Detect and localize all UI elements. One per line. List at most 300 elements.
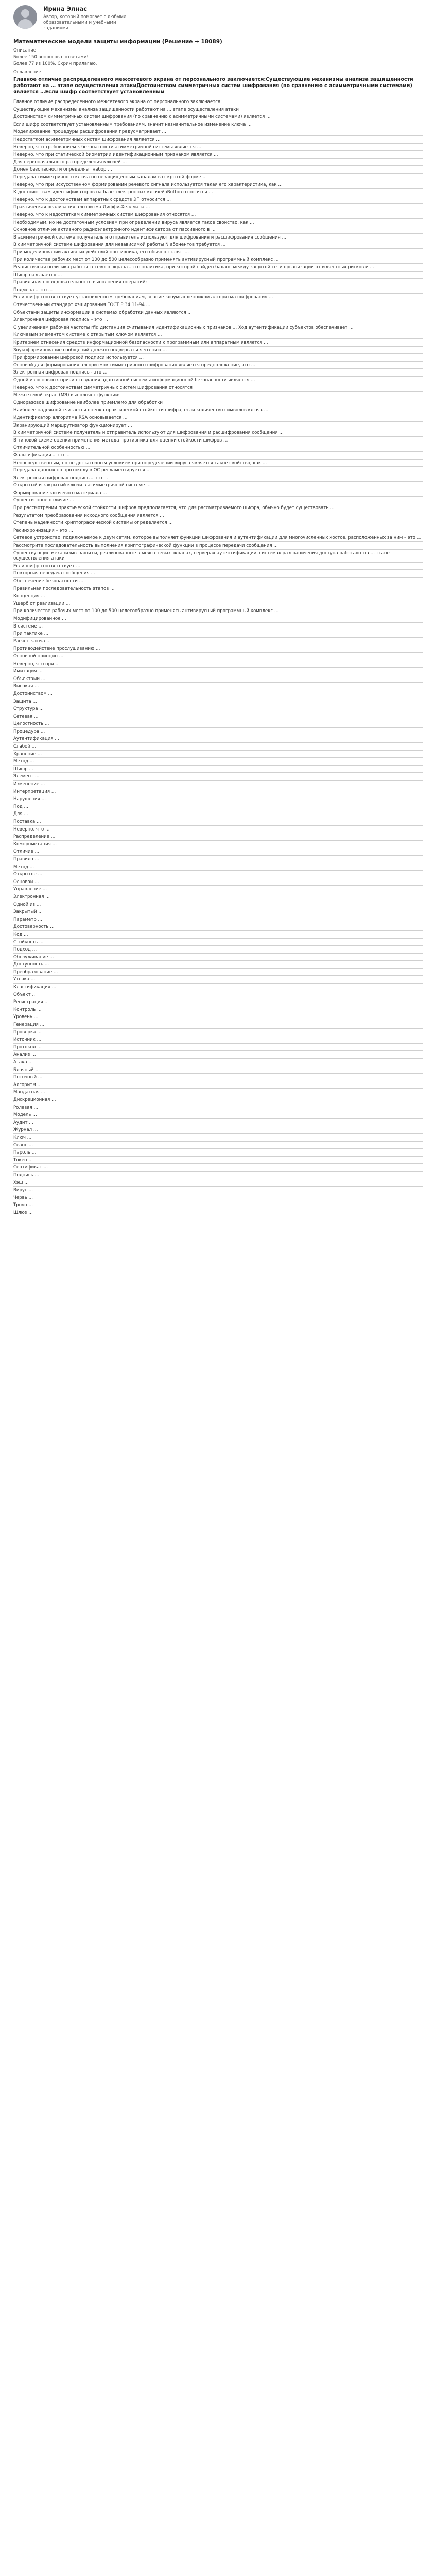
question-item[interactable] — [13, 578, 423, 585]
question-item[interactable] — [13, 773, 423, 781]
question-text: Открытый и закрытый ключи в асимметричной системе … — [13, 483, 151, 488]
question-text: Модифицированное … — [13, 616, 66, 621]
question-item[interactable] — [13, 429, 423, 437]
question-text: Шифр … — [13, 766, 33, 772]
question-item[interactable] — [13, 550, 423, 563]
question-text: Ролевая … — [13, 1105, 39, 1110]
question-item[interactable] — [13, 286, 423, 294]
question-text: При рассмотрении практической стойкости шифров предполагается, что для рассматриваемого шифра, обычно будет существовать … — [13, 505, 335, 511]
question-item[interactable] — [13, 452, 423, 460]
question-item[interactable] — [13, 497, 423, 504]
question-item[interactable] — [13, 570, 423, 578]
question-text: К достоинствам идентификаторов на базе электронных ключей iButton относится … — [13, 190, 213, 195]
question-item[interactable] — [13, 196, 423, 204]
question-item[interactable] — [13, 527, 423, 535]
question-text: Неверно, что к достоинствам аппаратных средств ЭП относится … — [13, 197, 171, 202]
question-item[interactable] — [13, 316, 423, 324]
question-item[interactable] — [13, 219, 423, 227]
question-text: Атака … — [13, 1060, 33, 1065]
question-text: Домен безопасности определяет набор … — [13, 167, 112, 173]
question-text: Уровень … — [13, 1014, 39, 1020]
question-item[interactable] — [13, 1104, 423, 1112]
question-item[interactable] — [13, 489, 423, 497]
question-item[interactable] — [13, 954, 423, 961]
question-text: При формировании цифровой подписи используется … — [13, 355, 144, 361]
question-text: Протокол … — [13, 1044, 42, 1050]
question-text: При количестве рабочих мест от 100 до 500 целесообразно применять антивирусный программный комплекс … — [13, 257, 279, 263]
question-text: Межсетевой экран (МЭ) выполняет функции: — [13, 393, 120, 398]
question-item[interactable] — [13, 600, 423, 608]
question-item[interactable] — [13, 392, 423, 399]
question-item[interactable] — [13, 151, 423, 159]
question-text: Распределение … — [13, 834, 56, 840]
question-item[interactable] — [13, 121, 423, 129]
question-item[interactable] — [13, 758, 423, 766]
question-text: Неверно, что при … — [13, 661, 60, 667]
question-text: Контроль … — [13, 1007, 42, 1012]
question-text: Передача данных по протоколу в ОС регламентируется … — [13, 468, 151, 473]
question-text: Неверно, что к достоинствам симметричных систем шифрования относятся — [13, 385, 193, 391]
question-item[interactable] — [13, 976, 423, 984]
question-item[interactable] — [13, 863, 423, 871]
question-text: Метод … — [13, 864, 34, 870]
question-item[interactable] — [13, 856, 423, 863]
question-text: Метод … — [13, 759, 34, 765]
question-text: Звукоформирование сообщений должно подвергаться чтению … — [13, 347, 167, 353]
question-item[interactable] — [13, 174, 423, 181]
question-text: Мандатная … — [13, 1090, 45, 1095]
question-item[interactable] — [13, 474, 423, 482]
question-item[interactable] — [13, 886, 423, 893]
question-item[interactable] — [13, 939, 423, 946]
question-item[interactable] — [13, 324, 423, 332]
question-item[interactable] — [13, 1201, 423, 1209]
question-text: Противодействие прослушиванию … — [13, 646, 100, 652]
question-text: Классификация … — [13, 985, 57, 990]
question-item[interactable] — [13, 1089, 423, 1096]
question-text: Достоинством симметричных систем шифрования (по сравнению с асимметричными системами) является … — [13, 114, 271, 120]
question-item[interactable] — [13, 384, 423, 392]
question-text: Одноразовое шифрование наиболее приемлемо для обработки — [13, 400, 163, 405]
question-text: Защита … — [13, 699, 38, 704]
meta-line: Более 77 из 100%. Скрин прилагаю. — [13, 61, 97, 66]
question-text: Непосредственным, но не достаточным условием при определении вируса является такое свойство, как … — [13, 460, 267, 466]
question-item[interactable] — [13, 720, 423, 728]
question-text: Недостатком асимметричных систем шифрования является … — [13, 137, 161, 142]
question-item[interactable] — [13, 803, 423, 811]
question-text: Правильная последовательность этапов … — [13, 586, 115, 591]
question-item[interactable] — [13, 482, 423, 489]
question-item[interactable] — [13, 1006, 423, 1014]
question-item[interactable] — [13, 1021, 423, 1029]
question-item[interactable] — [13, 1134, 423, 1142]
question-text: Регистрация … — [13, 999, 49, 1005]
question-text: Дискреционная … — [13, 1097, 56, 1103]
question-item[interactable] — [13, 211, 423, 219]
question-text: Отличительной особенностью … — [13, 445, 91, 451]
question-item[interactable] — [13, 1051, 423, 1059]
question-text: Пароль … — [13, 1150, 37, 1156]
question-text: Степень надежности криптографической системы определяется … — [13, 520, 173, 526]
question-text: Если шифр соответствует … — [13, 563, 81, 569]
question-text: Объектами … — [13, 676, 46, 682]
author-header — [13, 0, 423, 37]
question-text: Электронная цифровая подпись – это … — [13, 475, 108, 481]
question-item[interactable] — [13, 645, 423, 653]
question-text: В асимметричной системе получатель и отправитель используют для шифрования и расшифрования сообщения … — [13, 234, 287, 240]
question-text: При тактике … — [13, 631, 49, 637]
question-item[interactable] — [13, 563, 423, 570]
question-text: Аудит … — [13, 1120, 33, 1125]
question-text: Блочный … — [13, 1067, 40, 1073]
question-text: Концепция … — [13, 594, 45, 599]
question-text: Подмена – это … — [13, 287, 53, 293]
question-text: Шифр называется … — [13, 272, 62, 278]
author-info — [43, 4, 141, 31]
question-item[interactable] — [13, 444, 423, 452]
question-text: Идентификатор алгоритма RSA основывается … — [13, 415, 128, 420]
question-item[interactable] — [13, 204, 423, 211]
question-text: Утечка … — [13, 977, 36, 982]
question-item[interactable] — [13, 1187, 423, 1194]
question-item[interactable] — [13, 406, 423, 414]
question-item[interactable] — [13, 1119, 423, 1127]
question-text: Журнал … — [13, 1127, 38, 1133]
question-item[interactable] — [13, 1096, 423, 1104]
question-item[interactable] — [13, 893, 423, 901]
question-text: Реалистичная политика работы сетевого экрана - это политика, при которой найден баланс между защитой сети организации от известных рисков и … — [13, 265, 374, 270]
question-item[interactable] — [13, 1059, 423, 1066]
question-item[interactable] — [13, 946, 423, 954]
question-text: Анализ … — [13, 1052, 36, 1058]
question-text: В симметричной системе шифрования для независимой работы N абонентов требуется … — [13, 242, 226, 248]
author-avatar[interactable] — [13, 5, 37, 29]
question-item[interactable] — [13, 504, 423, 512]
question-item[interactable] — [13, 826, 423, 834]
question-text: Экранирующий маршрутизатор функционирует … — [13, 422, 132, 428]
question-item[interactable] — [13, 871, 423, 878]
question-item[interactable] — [13, 728, 423, 736]
question-item[interactable] — [13, 668, 423, 675]
question-text: Поставка … — [13, 819, 41, 824]
question-item[interactable] — [13, 467, 423, 474]
question-item[interactable] — [13, 542, 423, 550]
question-text: Слабой … — [13, 744, 37, 750]
question-text: Для … — [13, 811, 28, 817]
question-item[interactable] — [13, 660, 423, 668]
question-item[interactable] — [13, 698, 423, 706]
question-item[interactable] — [13, 136, 423, 144]
question-text: Электронная цифровая подпись - это … — [13, 370, 108, 376]
question-item[interactable] — [13, 301, 423, 309]
question-item[interactable] — [13, 460, 423, 467]
question-text: Процедура … — [13, 728, 45, 734]
question-item[interactable] — [13, 961, 423, 969]
question-text: Если шифр соответствует установленным требованиям, значит незначительное изменение ключа … — [13, 122, 252, 127]
question-text: Объект … — [13, 992, 37, 997]
question-item[interactable] — [13, 923, 423, 931]
question-item[interactable] — [13, 399, 423, 407]
question-text: Неверно, что к недостаткам симметричных систем шифрования относятся … — [13, 212, 196, 217]
question-item[interactable] — [13, 901, 423, 909]
author-name[interactable]: Ирина Элнас — [43, 5, 88, 12]
question-item[interactable] — [13, 354, 423, 362]
question-text: Источник … — [13, 1037, 42, 1043]
question-item[interactable] — [13, 128, 423, 136]
question-text: Преобразование … — [13, 969, 58, 975]
question-text: Основой … — [13, 879, 39, 885]
question-item[interactable] — [13, 1209, 423, 1217]
question-item[interactable] — [13, 144, 423, 151]
question-item[interactable] — [13, 1029, 423, 1037]
question-item[interactable] — [13, 226, 423, 234]
question-item[interactable] — [13, 984, 423, 991]
question-text: Хранение … — [13, 751, 42, 757]
question-item[interactable] — [13, 818, 423, 826]
question-item[interactable] — [13, 705, 423, 713]
question-item[interactable] — [13, 272, 423, 279]
question-item[interactable] — [13, 683, 423, 690]
question-text: Троян … — [13, 1202, 33, 1208]
question-text: В типовой схеме оценки применения метода противника для оценки стойкости шифров … — [13, 437, 228, 443]
question-item[interactable] — [13, 878, 423, 886]
question-text: Интерпретация … — [13, 789, 56, 794]
question-item[interactable] — [13, 1111, 423, 1119]
question-item[interactable] — [13, 414, 423, 422]
question-item[interactable] — [13, 1126, 423, 1134]
question-item[interactable] — [13, 1164, 423, 1172]
question-text: Существующие механизмы защиты, реализованные в межсетевых экранах, серверах аутентификации, системах разграничения доступа работают на … этапе осуществления атаки — [13, 550, 390, 562]
question-text: Существующие механизмы анализа защищенности работают на … этапе осуществления атаки — [13, 107, 239, 112]
question-text: Формирование ключевого материала … — [13, 490, 107, 496]
question-text: Сетевое устройство, подключаемое к двум сетям, которое выполняет функции шифрования и аутентификации для многочисленных хостов, расположенных за ним – это … — [13, 535, 422, 541]
question-text: Передача симметричного ключа по незащищенным каналам в открытой форме … — [13, 174, 207, 180]
question-text: Ключ … — [13, 1134, 32, 1140]
question-item[interactable] — [13, 339, 423, 347]
question-text: Одной из … — [13, 902, 41, 907]
question-text: Целостность … — [13, 721, 49, 727]
question-text: Шлюз … — [13, 1210, 33, 1215]
question-item[interactable] — [13, 1013, 423, 1021]
question-item[interactable] — [13, 653, 423, 660]
question-text: Для первоначального распределения ключей … — [13, 159, 127, 165]
question-text: Существенное отличие … — [13, 498, 74, 503]
question-item[interactable] — [13, 369, 423, 377]
question-item[interactable] — [13, 788, 423, 796]
question-text: Моделирование процедуры расшифрования предусматривает … — [13, 129, 166, 135]
question-text: Токен … — [13, 1157, 33, 1163]
question-item[interactable] — [13, 1044, 423, 1052]
question-item[interactable] — [13, 362, 423, 369]
question-text: При моделировании активных действий противника, его обычно ставят … — [13, 249, 189, 255]
question-text: Электронная цифровая подпись – это … — [13, 317, 108, 323]
question-item[interactable] — [13, 743, 423, 751]
question-item[interactable] — [13, 916, 423, 924]
question-text: Код … — [13, 931, 28, 937]
question-item[interactable] — [13, 1074, 423, 1081]
question-text: Объектами защиты информации в системах обработки данных являются … — [13, 310, 192, 315]
question-text: Необходимым, но не достаточным условием при определении вируса является такое свойство, как … — [13, 219, 254, 225]
question-item[interactable] — [13, 607, 423, 615]
question-text: Неверно, что при статической биометрии идентификационным признаком является … — [13, 152, 218, 158]
question-text: Закрытый … — [13, 909, 43, 915]
question-item[interactable] — [13, 810, 423, 818]
question-item[interactable] — [13, 638, 423, 646]
question-text: Практическая реализация алгоритма Диффи-Хеллмана … — [13, 205, 150, 210]
meta-line: Более 150 вопросов с ответами! — [13, 55, 89, 60]
question-item[interactable] — [13, 347, 423, 354]
question-text: Управление … — [13, 887, 47, 892]
intro-text: Главное отличие распределенного межсетевого экрана от персонального заключается:Существующие механизмы анализа защищенности работают на … этапе осуществления атакиДостоинством симметричных систем шифрования (по сравнению с асимметричными системами) является …Если шифр соответствует установленным — [13, 77, 413, 95]
question-text: Достоверность … — [13, 924, 55, 930]
question-item[interactable] — [13, 833, 423, 841]
document-title: Математические модели защиты информации (Решение → 18089) — [13, 39, 222, 45]
question-text: Высокая … — [13, 684, 39, 689]
question-text: Проверка … — [13, 1029, 42, 1035]
question-text: Нарушения … — [13, 796, 46, 802]
question-item[interactable] — [13, 998, 423, 1006]
question-item[interactable] — [13, 309, 423, 317]
question-item[interactable] — [13, 241, 423, 249]
question-item[interactable] — [13, 713, 423, 721]
question-item[interactable] — [13, 766, 423, 773]
question-text: Главное отличие распределенного межсетевого экрана от персонального заключается: — [13, 99, 222, 105]
question-item[interactable] — [13, 534, 423, 542]
question-item[interactable] — [13, 841, 423, 849]
question-item[interactable] — [13, 630, 423, 638]
question-text: Подпись … — [13, 1172, 39, 1178]
question-item[interactable] — [13, 969, 423, 976]
question-item[interactable] — [13, 908, 423, 916]
question-text: Правило … — [13, 856, 39, 862]
question-item[interactable] — [13, 585, 423, 593]
question-text: Одной из основных причин создания адаптивной системы информационной безопасности является … — [13, 377, 255, 383]
question-item[interactable] — [13, 256, 423, 264]
question-text: Алгоритм … — [13, 1082, 42, 1088]
question-item[interactable] — [13, 279, 423, 286]
question-item[interactable] — [13, 234, 423, 242]
question-item[interactable] — [13, 623, 423, 631]
question-item[interactable] — [13, 690, 423, 698]
question-item[interactable] — [13, 294, 423, 301]
question-item[interactable] — [13, 189, 423, 196]
question-text: Фальсификация – это … — [13, 452, 70, 458]
meta-block — [13, 47, 423, 67]
question-item[interactable] — [13, 159, 423, 166]
question-item[interactable] — [13, 592, 423, 600]
question-item[interactable] — [13, 1194, 423, 1202]
question-item[interactable] — [13, 931, 423, 939]
question-text: Сеанс … — [13, 1142, 33, 1148]
question-text: При количестве рабочих мест от 100 до 500 целесообразно применять антивирусный программный комплекс … — [13, 608, 279, 614]
question-item[interactable] — [13, 781, 423, 788]
question-text: Рассмотрите последовательность выполнения криптографической функции в процессе передачи сообщения … — [13, 543, 278, 549]
question-item[interactable] — [13, 1172, 423, 1179]
question-item[interactable] — [13, 249, 423, 257]
question-text: Критерием отнесения средств информационной безопасности к программным или аппаратным является … — [13, 340, 268, 345]
question-item[interactable] — [13, 512, 423, 520]
toc-label: Оглавление — [13, 70, 41, 75]
author-description: Автор, который помогает с любыми образовательными и учебными заданиями — [43, 14, 127, 31]
question-item[interactable] — [13, 735, 423, 743]
question-text: Доступность … — [13, 962, 49, 968]
question-list — [13, 98, 423, 1216]
question-text: Правильная последовательность выполнения операций: — [13, 280, 147, 285]
question-item[interactable] — [13, 1157, 423, 1164]
question-item[interactable] — [13, 422, 423, 430]
question-text: Вирус … — [13, 1188, 33, 1193]
question-item[interactable] — [13, 377, 423, 384]
question-text: Неверно, что при искусственном формировании речевого сигнала используется такая его характеристика, как … — [13, 182, 283, 188]
question-item[interactable] — [13, 1179, 423, 1187]
question-item[interactable] — [13, 675, 423, 683]
question-text: Обеспечение безопасности … — [13, 579, 84, 584]
question-item[interactable] — [13, 166, 423, 174]
question-text: Наиболее надежной считается оценка практической стойкости шифра, если количество символов ключа … — [13, 408, 269, 413]
question-text: Параметр … — [13, 917, 43, 922]
question-text: Повторная передача сообщения … — [13, 571, 95, 577]
question-item[interactable] — [13, 437, 423, 445]
question-text: Имитация … — [13, 669, 43, 674]
question-text: Аутентификация … — [13, 736, 59, 742]
question-item[interactable] — [13, 98, 423, 106]
question-item[interactable] — [13, 264, 423, 272]
question-text: Ключевым элементом системе с открытым ключом является … — [13, 332, 162, 338]
question-item[interactable] — [13, 1081, 423, 1089]
question-item[interactable] — [13, 519, 423, 527]
question-text: Червь … — [13, 1195, 33, 1200]
question-text: Открытое … — [13, 872, 43, 877]
question-text: Модель … — [13, 1112, 37, 1118]
question-text: Ресинхронизация – это … — [13, 528, 73, 533]
question-text: Подход … — [13, 947, 37, 953]
question-item[interactable] — [13, 615, 423, 623]
question-item[interactable] — [13, 181, 423, 189]
question-text: Отличие … — [13, 849, 40, 855]
question-text: Хэш … — [13, 1180, 29, 1185]
question-text: Стойкость … — [13, 939, 44, 945]
question-item[interactable] — [13, 1149, 423, 1157]
question-item[interactable] — [13, 848, 423, 856]
question-text: Основное отличие активного радиоэлектронного идентификатора от пассивного в … — [13, 227, 216, 233]
question-text: Достоинством … — [13, 691, 53, 697]
question-text: Генерация … — [13, 1022, 45, 1028]
question-text: С увеличением рабочей частоты rfid дистанция считывания идентификационных признаков … Ход аутентификации субъектов обеспечивает … — [13, 325, 354, 330]
question-item[interactable] — [13, 113, 423, 121]
question-item[interactable] — [13, 1066, 423, 1074]
question-item[interactable] — [13, 991, 423, 999]
question-text: Обслуживание … — [13, 954, 54, 960]
question-text: Ущерб от реализации … — [13, 601, 71, 606]
question-item[interactable] — [13, 751, 423, 758]
question-text: Сертификат … — [13, 1165, 48, 1171]
question-text: Основной принцип … — [13, 653, 64, 659]
question-item[interactable] — [13, 331, 423, 339]
question-text: Основой для формирования алгоритмов симметричного шифрования является предположение, что … — [13, 362, 256, 368]
question-item[interactable] — [13, 106, 423, 114]
question-text: Изменение … — [13, 782, 45, 787]
question-text: Неверно, что требованием к безопасности асимметричной системы является … — [13, 144, 202, 150]
question-text: Неверно, что … — [13, 826, 50, 832]
question-text: Отечественный стандарт хэширования ГОСТ Р 34.11-94 … — [13, 302, 151, 308]
question-item[interactable] — [13, 795, 423, 803]
question-text: Поточный … — [13, 1075, 43, 1080]
question-item[interactable] — [13, 1142, 423, 1149]
question-text: В симметричной системе получатель и отправитель используют для шифрования и расшифрования сообщения … — [13, 430, 284, 436]
meta-line: Описание — [13, 48, 36, 53]
question-item[interactable] — [13, 1036, 423, 1044]
question-text: Если шифр соответствует установленным требованиям, знание злоумышленником алгоритма шифрования … — [13, 295, 273, 300]
